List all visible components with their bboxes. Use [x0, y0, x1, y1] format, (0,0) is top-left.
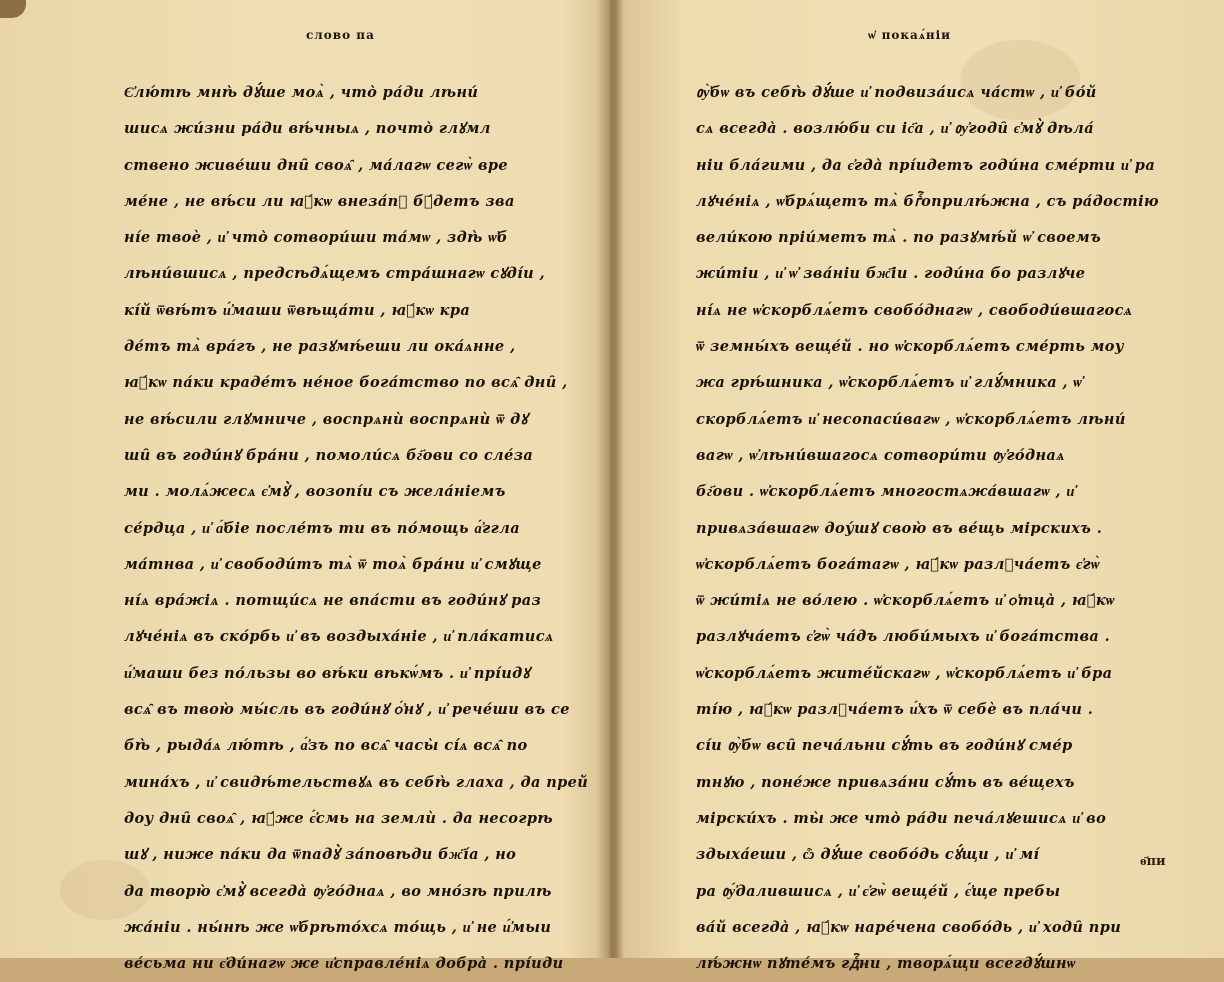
text-line: ве́сьма ни є҆ди́нагѡ же и҆справле́ніѧ добра̀ . прі́иди	[124, 955, 564, 973]
text-line: кі́й ѿвѣ́тъ и҆́маши ѿвѣща́ти , ꙗ҆́кѡ кра	[124, 301, 471, 319]
folio-number: ѳ҃пи	[1140, 854, 1166, 869]
text-line: ва́й всегда̀ , ꙗ҆́кѡ наре́чена свобо́дь , и҆ ходи̑ при	[696, 918, 1122, 936]
text-line: ті́ю , ꙗ҆́кѡ разлꙋча́етъ и҆́хъ ѿ себѐ въ пла́чи .	[696, 701, 1094, 719]
text-line: се́рдца , и҆ а҆́біе после́тъ ти въ по́мощь а҆́ггла	[124, 519, 521, 537]
text-line: мина́хъ , и҆ свидѣ́тельствꙋѧ въ себѣ̀ глаха , да прей	[124, 773, 589, 791]
text-line: ні́ѧ не ѡ҆скорблѧ́етъ свобо́днагѡ , свободи́вшагосѧ	[696, 301, 1133, 319]
left-page	[0, 0, 605, 973]
text-line: ра ᲂу҆́далившисѧ , и҆ є҆гѡ̀ веще́й , є҆́ще пребы	[696, 882, 1061, 900]
text-line: ѡ҆скорблѧ́етъ жите́йскагѡ , ѡ҆скорблѧ́етъ и҆ бра	[696, 664, 1113, 682]
text-line: ѿ жи́тіѧ не во́лею . ѡ҆скорблѧ́етъ и҆ ѻ҆тца̀ , ꙗ҆́кѡ	[696, 592, 1115, 610]
text-line: ма́тнва , и҆ свободи́тъ тѧ̀ ѿ тоѧ̀ бра́ни и҆ смꙋще	[124, 555, 542, 573]
text-line: сѧ всегда̀ . возлю́би си іс҃а , и҆ ᲂу҆годи̑ є҆мꙋ̀ дѣла́	[696, 120, 1094, 138]
text-line: лꙋче́ніѧ въ ско́рбь и҆ въ воздыха́ніе , и҆ пла́катисѧ	[124, 628, 554, 646]
text-line: де́тъ тѧ̀ вра́гъ , не разꙋмѣ́еши ли ока́ѧнне ,	[124, 338, 516, 356]
text-line: бѣ̀ , рыда́ѧ лю́тѣ , а҆́зъ по всѧ̑ часы̀ сі́ѧ всѧ̑ по	[124, 737, 528, 755]
text-line: доу дни̑ своѧ̑ , ꙗ҆́же є҆́смь на землѝ . да несогрѣ	[124, 809, 554, 827]
text-line: ꙗ҆́кѡ па́ки краде́тъ не́ное бога́тство по всѧ̑ дни̑ ,	[124, 374, 568, 392]
text-line: шисѧ жи́зни ра́ди вѣ́чныѧ , почто̀ глꙋмл	[124, 120, 491, 138]
text-line: скорблѧ́етъ и҆ несопаси́вагѡ , ѡ҆скорблѧ́етъ лѣни́	[696, 410, 1126, 428]
text-line: лѣ́жнѡ пꙋте́мъ гдⷭ҇ни , творѧ́щи всегдꙋ́шнѡ	[696, 955, 1076, 973]
text-line: разлꙋча́етъ є҆гѡ̀ ча́дъ люби́мыхъ и҆ бога́тства .	[696, 628, 1111, 646]
text-line: ні́ѧ вра́жіѧ . потщи́сѧ не впа́сти въ годи́нꙋ раз	[124, 592, 542, 610]
text-line: всѧ̑ въ твою̀ мы́сль въ годи́нꙋ ѻ҆́нꙋ , и҆ рече́ши въ се	[124, 701, 570, 719]
text-line: и҆́маши без по́льзы во вѣ́ки вѣкѡ́мъ . и҆ прі́идꙋ	[124, 664, 530, 682]
right-page	[612, 0, 1224, 973]
text-line: ѿ земны́хъ веще́й . но ѡ҆скорблѧ́етъ сме́рть моу	[696, 338, 1124, 356]
text-line: да творю̀ є҆мꙋ̀ всегда̀ ᲂу҆го́днаѧ , во мно́зѣ прилѣ	[124, 882, 552, 900]
text-line: тнꙋю , поне́же привѧза́ни сꙋ́ть въ ве́щехъ	[696, 773, 1075, 791]
text-line: жи́тіи , и҆ ѡ҆ зва́ніи бж҃іи . годи́на бо разлꙋче	[696, 265, 1086, 283]
text-line: жа грѣ́шника , ѡ҆скорблѧ́етъ и҆ глꙋ́мника , ѡ҆	[696, 374, 1083, 392]
text-line: ᲂу҆̀бѡ въ себѣ̀ дꙋ́ше и҆ подвиза́исѧ ча́стѡ , и҆ бо́й	[696, 84, 1097, 101]
text-line: ме́не , не вѣ́си ли ꙗ҆́кѡ внеза́пꙋ бꙋ́детъ зва	[124, 192, 515, 210]
text-line: ніи бла́гими , да є҆гда̀ прі́идетъ годи́на сме́рти и҆ ра	[696, 156, 1156, 174]
text-line: вагѡ , ѡ҆лѣни́вшагосѧ сотвори́ти ᲂу҆го́днаѧ	[696, 446, 1065, 464]
text-line: ши̑ въ годи́нꙋ бра́ни , помоли́сѧ бг҃ови со сле́за	[124, 446, 534, 464]
text-line: Є҆лю́тѣ мнѣ̀ дꙋ́ше моѧ̀ , что̀ ра́ди лѣни́	[124, 84, 479, 101]
text-line: лꙋче́ніѧ , ѡ҆брѧ́щетъ тѧ̀ бгⷭ҇оприлѣ́жна , съ ра́достію	[696, 192, 1159, 210]
left-page-header: слово па	[306, 28, 375, 42]
text-line: привѧза́вшагѡ доу́шꙋ свою̀ въ ве́щь мірскихъ .	[696, 519, 1103, 537]
text-line: ѡ҆скорблѧ́етъ бога́тагѡ , ꙗ҆́кѡ разлꙋча́етъ є҆гѡ̀	[696, 555, 1100, 573]
text-line: ми . молѧ́жесѧ є҆мꙋ̀ , возопі́и съ жела́ніемъ	[124, 483, 506, 501]
text-line: жа́ніи . ны́нѣ же ѡ҆брѣто́хсѧ то́щь , и҆ не и҆́мыи	[124, 918, 552, 936]
text-line: не вѣ́сили глꙋмниче , воспрѧнѝ воспрѧнѝ ѿ дꙋ	[124, 410, 528, 428]
text-line: бг҃ови . ѡ҆скорблѧ́етъ многостѧжа́вшагѡ , и҆	[696, 483, 1075, 501]
text-line: здыха́еши , ѽ дꙋ́ше свобо́дь сꙋ́щи , и҆ мі́	[696, 846, 1040, 864]
text-line: ні́е твоѐ , и҆ что̀ сотвори́ши та́мѡ , здѣ̀ ѡ҆б	[124, 229, 508, 247]
text-line: вели́кою пріи́метъ тѧ̀ . по разꙋмѣ́й ѡ҆ своемъ	[696, 229, 1102, 247]
text-line: ствено живе́ши дни̑ своѧ̑ , ма́лагѡ сегѡ̀ вре	[124, 156, 509, 174]
left-page-text	[124, 75, 589, 982]
text-line: лѣни́вшисѧ , предсѣдѧ́щемъ стра́шнагѡ сꙋді́и ,	[124, 265, 546, 283]
text-line: сі́и ᲂу҆̀бѡ вси̑ печа́льни сꙋ́ть въ годи́нꙋ сме́р	[696, 737, 1073, 755]
text-line: мірски́хъ . ты̀ же что̀ ра́ди печа́лꙋешисѧ и҆ во	[696, 809, 1107, 827]
text-line: шꙋ , ниже па́ки да ѿпадꙋ̀ за́повѣди бж҃і́а , но	[124, 846, 517, 864]
right-page-header: ѡ҆ покаѧ́ніи	[868, 28, 952, 42]
